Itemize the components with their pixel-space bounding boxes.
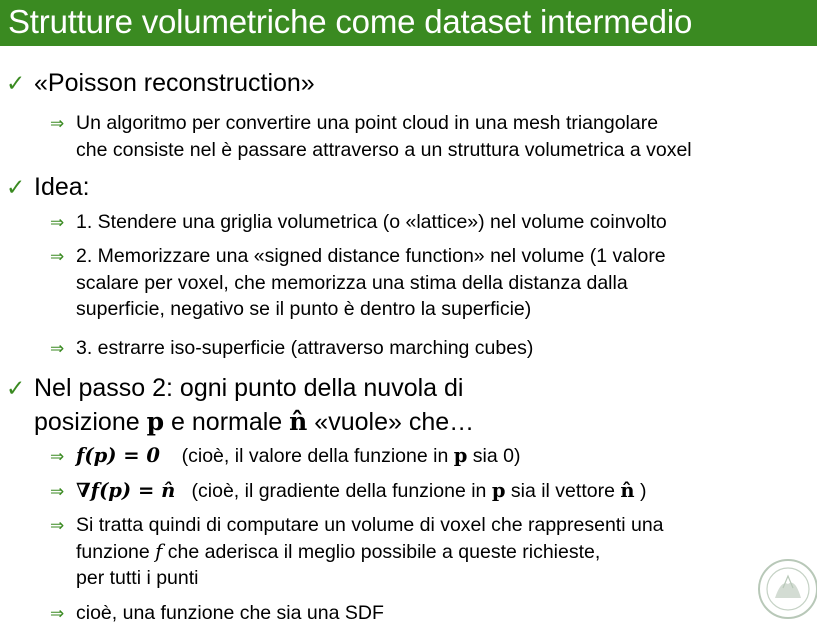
sub-bullet-idea-2: ⇒ 2. Memorizzare una «signed distance function» nel volume (1 valore scalare per voxel, che memorizza una stima della distanza dalla superficie, negativo se il punto è dentro la superficie) — [50, 245, 666, 320]
sub-bullet-idea-3: ⇒ 3. estrarre iso-superficie (attraverso marching cubes) — [50, 335, 533, 362]
equation-f-p: f(p) = 0 — [76, 444, 160, 467]
arrow-icon: ⇒ — [50, 516, 65, 535]
arrow-icon: ⇒ — [50, 447, 65, 466]
sub-bullet-poisson-desc: ⇒ Un algoritmo per convertire una point cloud in una mesh triangolare che consiste nel è passare attraverso a un struttura volumetrica a voxel — [50, 112, 692, 161]
check-icon: ✓ — [6, 174, 26, 200]
sub-bullet-eq2: ⇒ ∇f(p) = n̂ (cioè, il gradiente della funzione in p sia il vettore n̂ ) — [50, 478, 646, 505]
slide-title: Strutture volumetriche come dataset intermedio — [8, 3, 693, 40]
title-bar — [0, 0, 817, 46]
check-icon: ✓ — [6, 375, 26, 401]
arrow-icon: ⇒ — [50, 114, 65, 133]
equation-gradient: ∇f(p) = n̂ — [76, 479, 176, 502]
bullet-passo-2: ✓ Nel passo 2: ogni punto della nuvola di posizione p e normale n̂ «vuole» che… — [6, 374, 475, 436]
sub-bullet-idea-1: ⇒ 1. Stendere una griglia volumetrica (o «lattice») nel volume coinvolto — [50, 209, 667, 236]
arrow-icon: ⇒ — [50, 604, 65, 623]
sub-bullet-eq1: ⇒ f(p) = 0 (cioè, il valore della funzione in p sia 0) — [50, 443, 520, 470]
sub-bullet-compute: ⇒ Si tratta quindi di computare un volume di voxel che rappresenti una funzione f che aderisca il meglio possibile a queste richieste, per tutti i punti — [50, 514, 664, 589]
arrow-icon: ⇒ — [50, 213, 65, 232]
sub-bullet-sdf: ⇒ cioè, una funzione che sia una SDF — [50, 600, 384, 627]
arrow-icon: ⇒ — [50, 482, 65, 501]
bullet-poisson: ✓ «Poisson reconstruction» — [6, 69, 315, 97]
check-icon: ✓ — [6, 70, 26, 96]
university-seal-logo — [757, 558, 817, 620]
arrow-icon: ⇒ — [50, 339, 65, 358]
bullet-idea: ✓ Idea: — [6, 173, 90, 201]
arrow-icon: ⇒ — [50, 247, 65, 266]
